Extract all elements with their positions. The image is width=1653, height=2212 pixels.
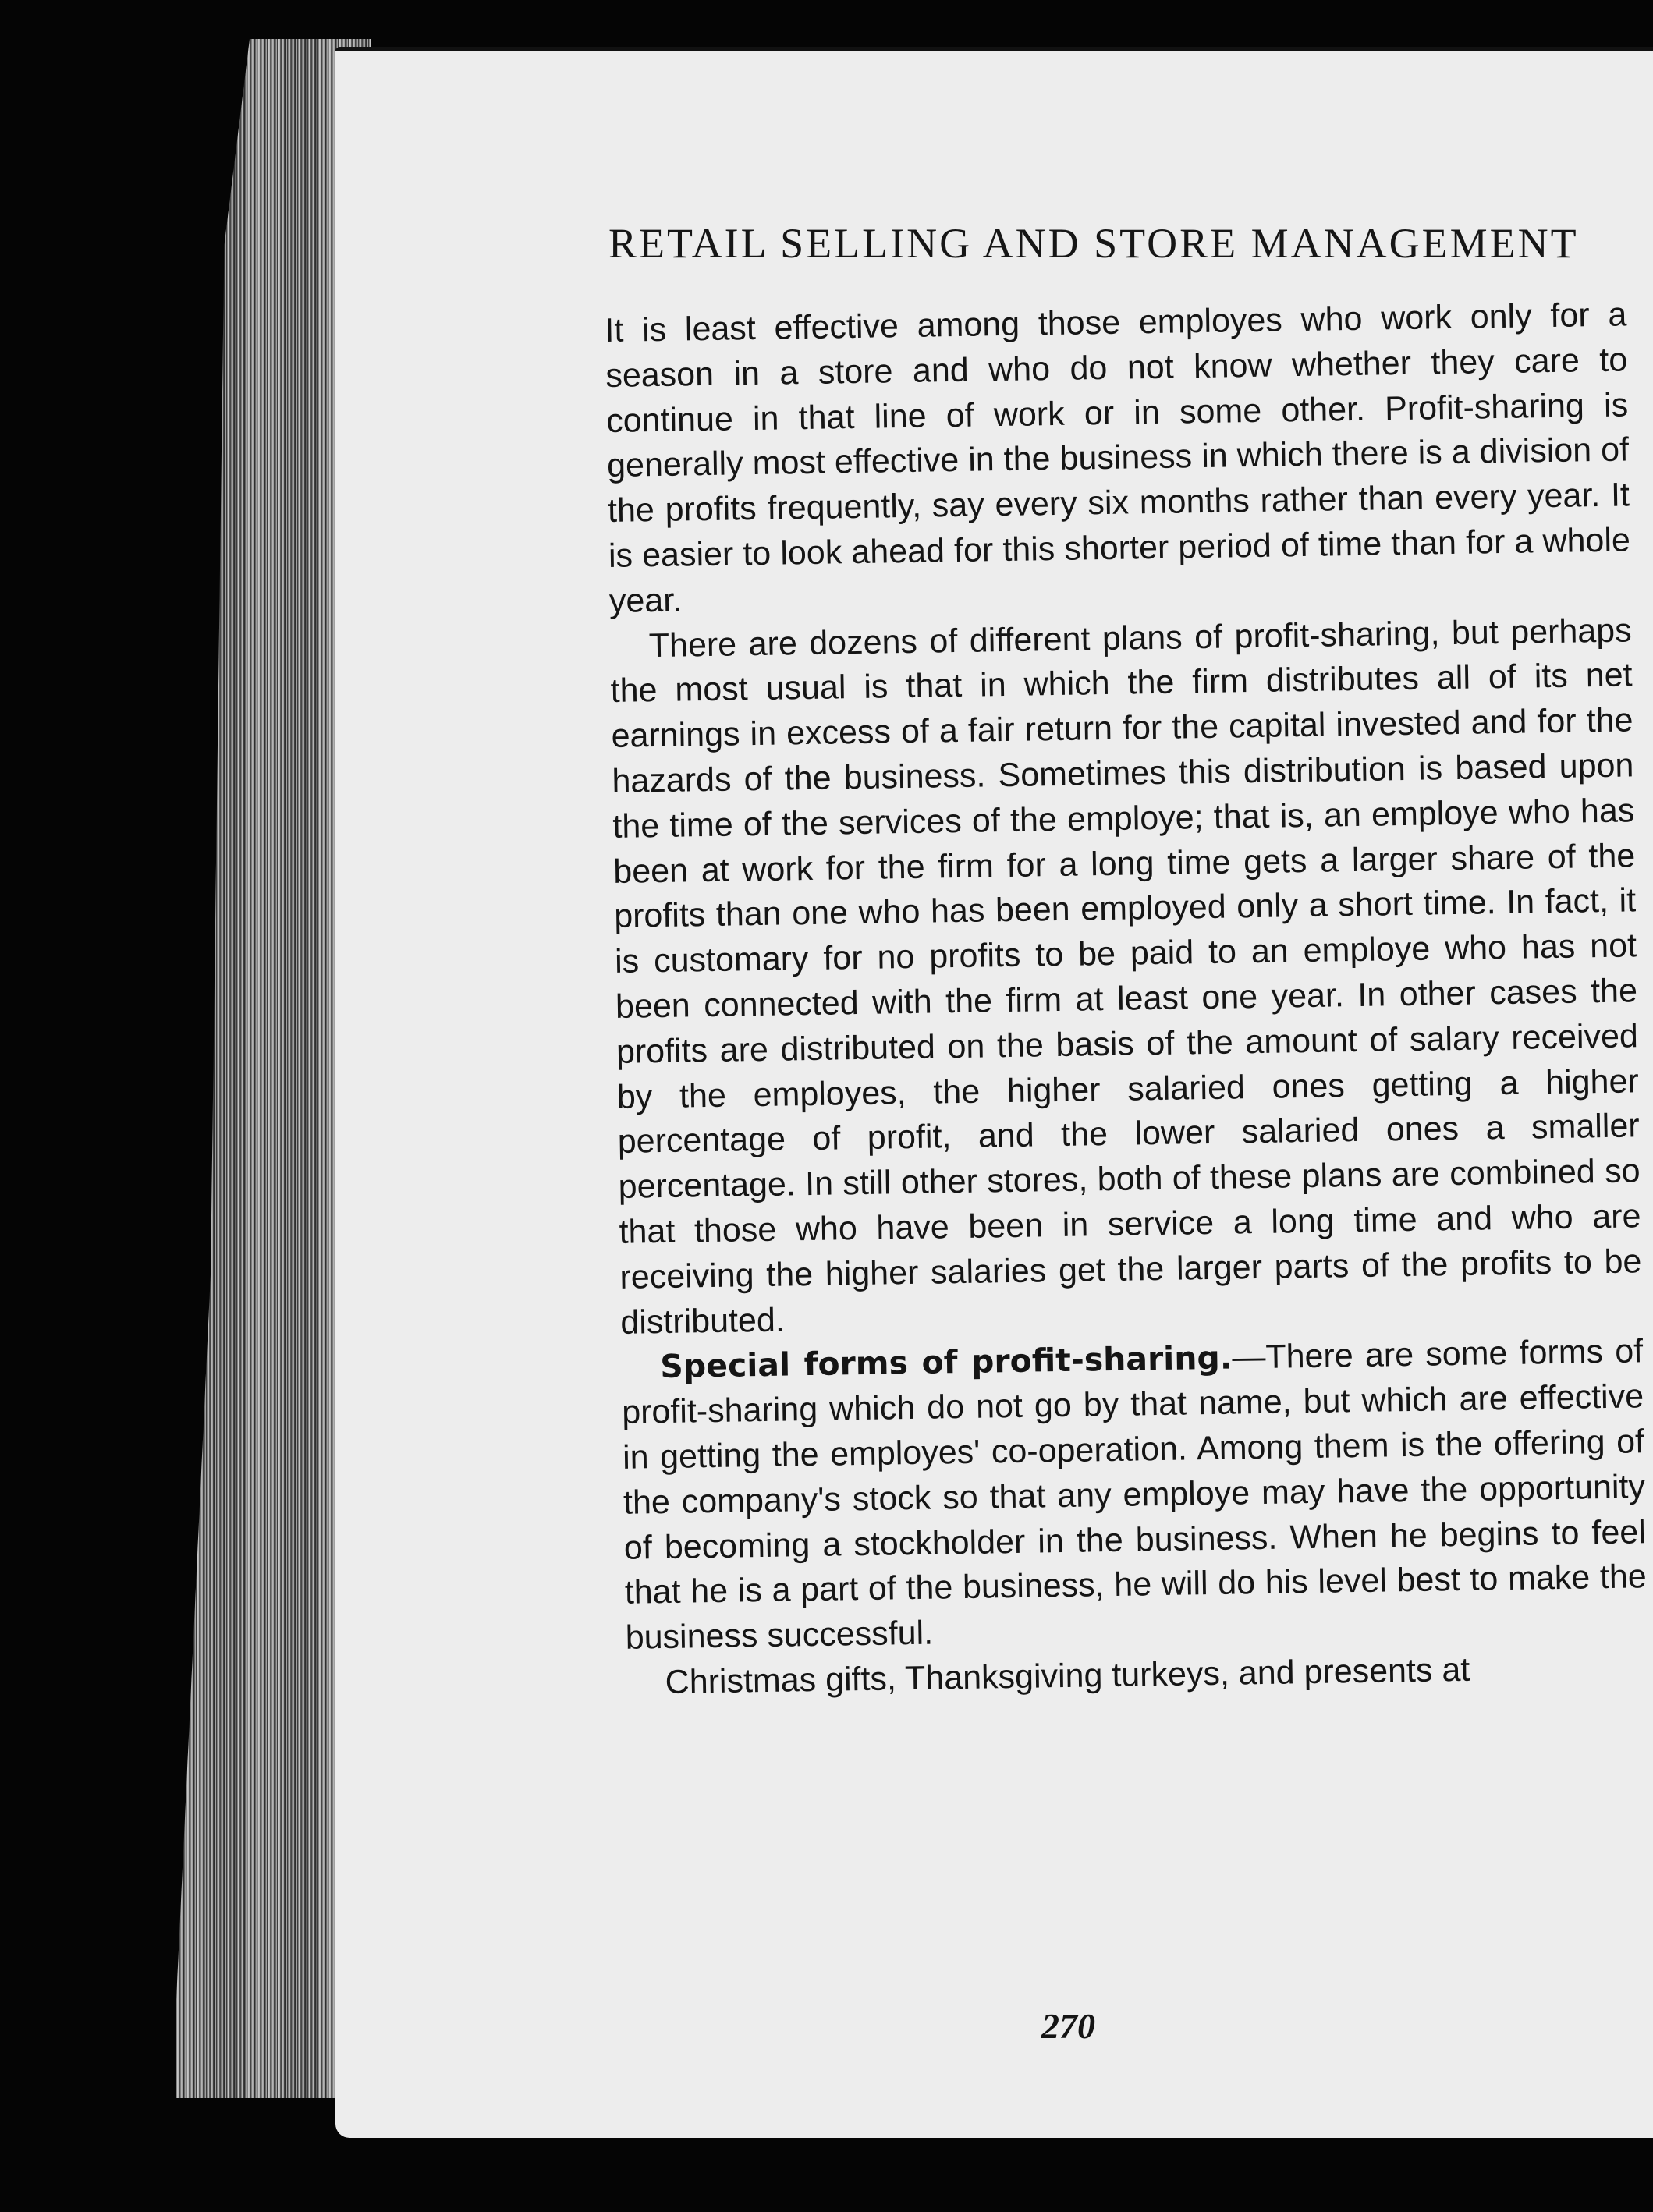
section-heading: Special forms of profit-sharing.	[659, 1338, 1233, 1386]
body-text	[605, 292, 1648, 1706]
paragraph-3-text: —There are some forms of profit-sharing which do not go by that name, but which are effective in getting the employes' co-operation. Among them is the offering of the company's stock so that any employe may have the opportunity of becoming a stockholder in the business. When he begins to feel that he is a part of the business, he will do his level best to make the business successful.	[621, 1332, 1648, 1657]
book-page	[335, 47, 1653, 2138]
page-number: 270	[1041, 2006, 1095, 2046]
paragraph-2: There are dozens of different plans of profit-sharing, but perhaps the most usual is that in which the firm distributes all of its net earnings in excess of a fair return for the capital invested and for the hazards of the business. Sometimes this distribution is based upon the time of the services of the employe; that is, an employe who has been at work for the firm for a long time gets a larger share of the profits than one who has been employed only a short time. In fact, it is customary for no profits to be paid to an employe who has not been connected with the firm at least one year. In other cases the profits are distributed on the basis of the amount of salary received by the employes, the higher salaried ones getting a higher percentage of profit, and the lower salaried ones a smaller percentage. In still other stores, both of these plans are combined so that those who have been in service a long time and who are receiving the higher salaries get the larger parts of the profits to be distributed.	[610, 611, 1642, 1342]
running-head: RETAIL SELLING AND STORE MANAGEMENT	[608, 220, 1579, 267]
paragraph-4: Christmas gifts, Thanksgiving turkeys, and presents at	[665, 1650, 1470, 1701]
paragraph-3	[621, 1330, 1648, 1661]
paragraph-1: It is least effective among those employes who work only for a season in a store and who do not know whether they care to continue in that line of work or in some other. Profit-sharing is generally most effective in the business in which there is a division of the profits frequently, say every six months rather than every year. It is easier to look ahead for this shorter period of time than for a whole year.	[605, 296, 1631, 620]
